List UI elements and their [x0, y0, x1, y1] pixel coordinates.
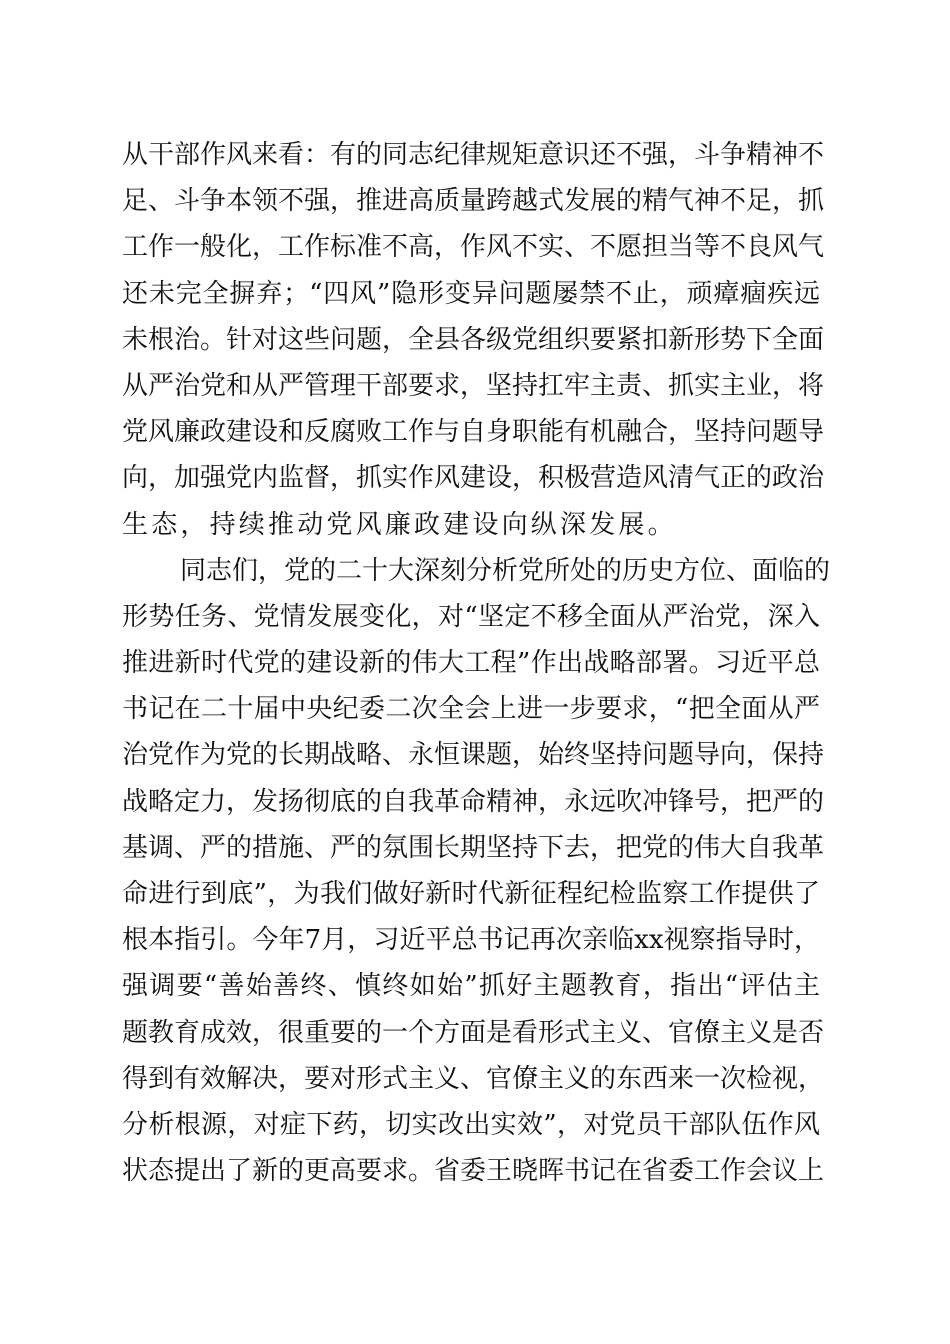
text-line: 形势任务、党情发展变化，对“坚定不移全面从严治党，深入 [122, 601, 820, 632]
text-line: 未根治。针对这些问题，全县各级党组织要紧扣新形势下全面 [122, 324, 825, 355]
text-line: 还未完全摒弃；“四风”隐形变异问题屡禁不止，顽瘴痼疾远 [122, 278, 820, 309]
text-line: 命进行到底”，为我们做好新时代新征程纪检监察工作提供了 [122, 879, 820, 909]
text-line: 同志们，党的二十大深刻分析党所处的历史方位、面临的 [180, 555, 831, 586]
document-page [122, 136, 831, 1198]
text-line: 分析根源，对症下药，切实改出实效”，对党员干部队伍作风 [122, 1109, 820, 1140]
paragraph-2 [122, 552, 831, 1199]
text-line: 治党作为党的长期战略、永恒课题，始终坚持问题导向，保持 [122, 740, 825, 771]
text-line: 从严治党和从严管理干部要求，坚持扛牢主责、抓实主业，将 [122, 370, 825, 401]
text-line: 从干部作风来看：有的同志纪律规矩意识还不强，斗争精神不 [122, 140, 825, 170]
text-line: 生态，持续推动党风廉政建设向纵深发展。 [122, 509, 677, 540]
text-line: 足、斗争本领不强，推进高质量跨越式发展的精气神不足，抓 [122, 186, 825, 217]
text-line: 根本指引。今年7月，习近平总书记再次亲临xx视察指导时， [122, 925, 820, 956]
text-line: 状态提出了新的更高要求。省委王晓晖书记在省委工作会议上 [122, 1156, 825, 1187]
text-line: 工作一般化，工作标准不高，作风不实、不愿担当等不良风气 [122, 232, 825, 263]
text-line: 题教育成效，很重要的一个方面是看形式主义、官僚主义是否 [122, 1017, 825, 1048]
text-line: 战略定力，发扬彻底的自我革命精神，永远吹冲锋号，把严的 [122, 786, 825, 817]
text-line: 书记在二十届中央纪委二次全会上进一步要求，“把全面从严 [122, 694, 820, 725]
text-line: 向，加强党内监督，抓实作风建设，积极营造风清气正的政治 [122, 463, 825, 494]
text-line: 基调、严的措施、严的氛围长期坚持下去，把党的伟大自我革 [122, 832, 825, 863]
paragraph-1 [122, 136, 825, 552]
text-line: 党风廉政建设和反腐败工作与自身职能有机融合，坚持问题导 [122, 417, 825, 448]
text-line: 强调要“善始善终、慎终如始”抓好主题教育，指出“评估主 [122, 971, 820, 1002]
text-line: 推进新时代党的建设新的伟大工程”作出战略部署。习近平总 [122, 648, 820, 679]
text-line: 得到有效解决，要对形式主义、官僚主义的东西来一次检视， [122, 1063, 825, 1094]
